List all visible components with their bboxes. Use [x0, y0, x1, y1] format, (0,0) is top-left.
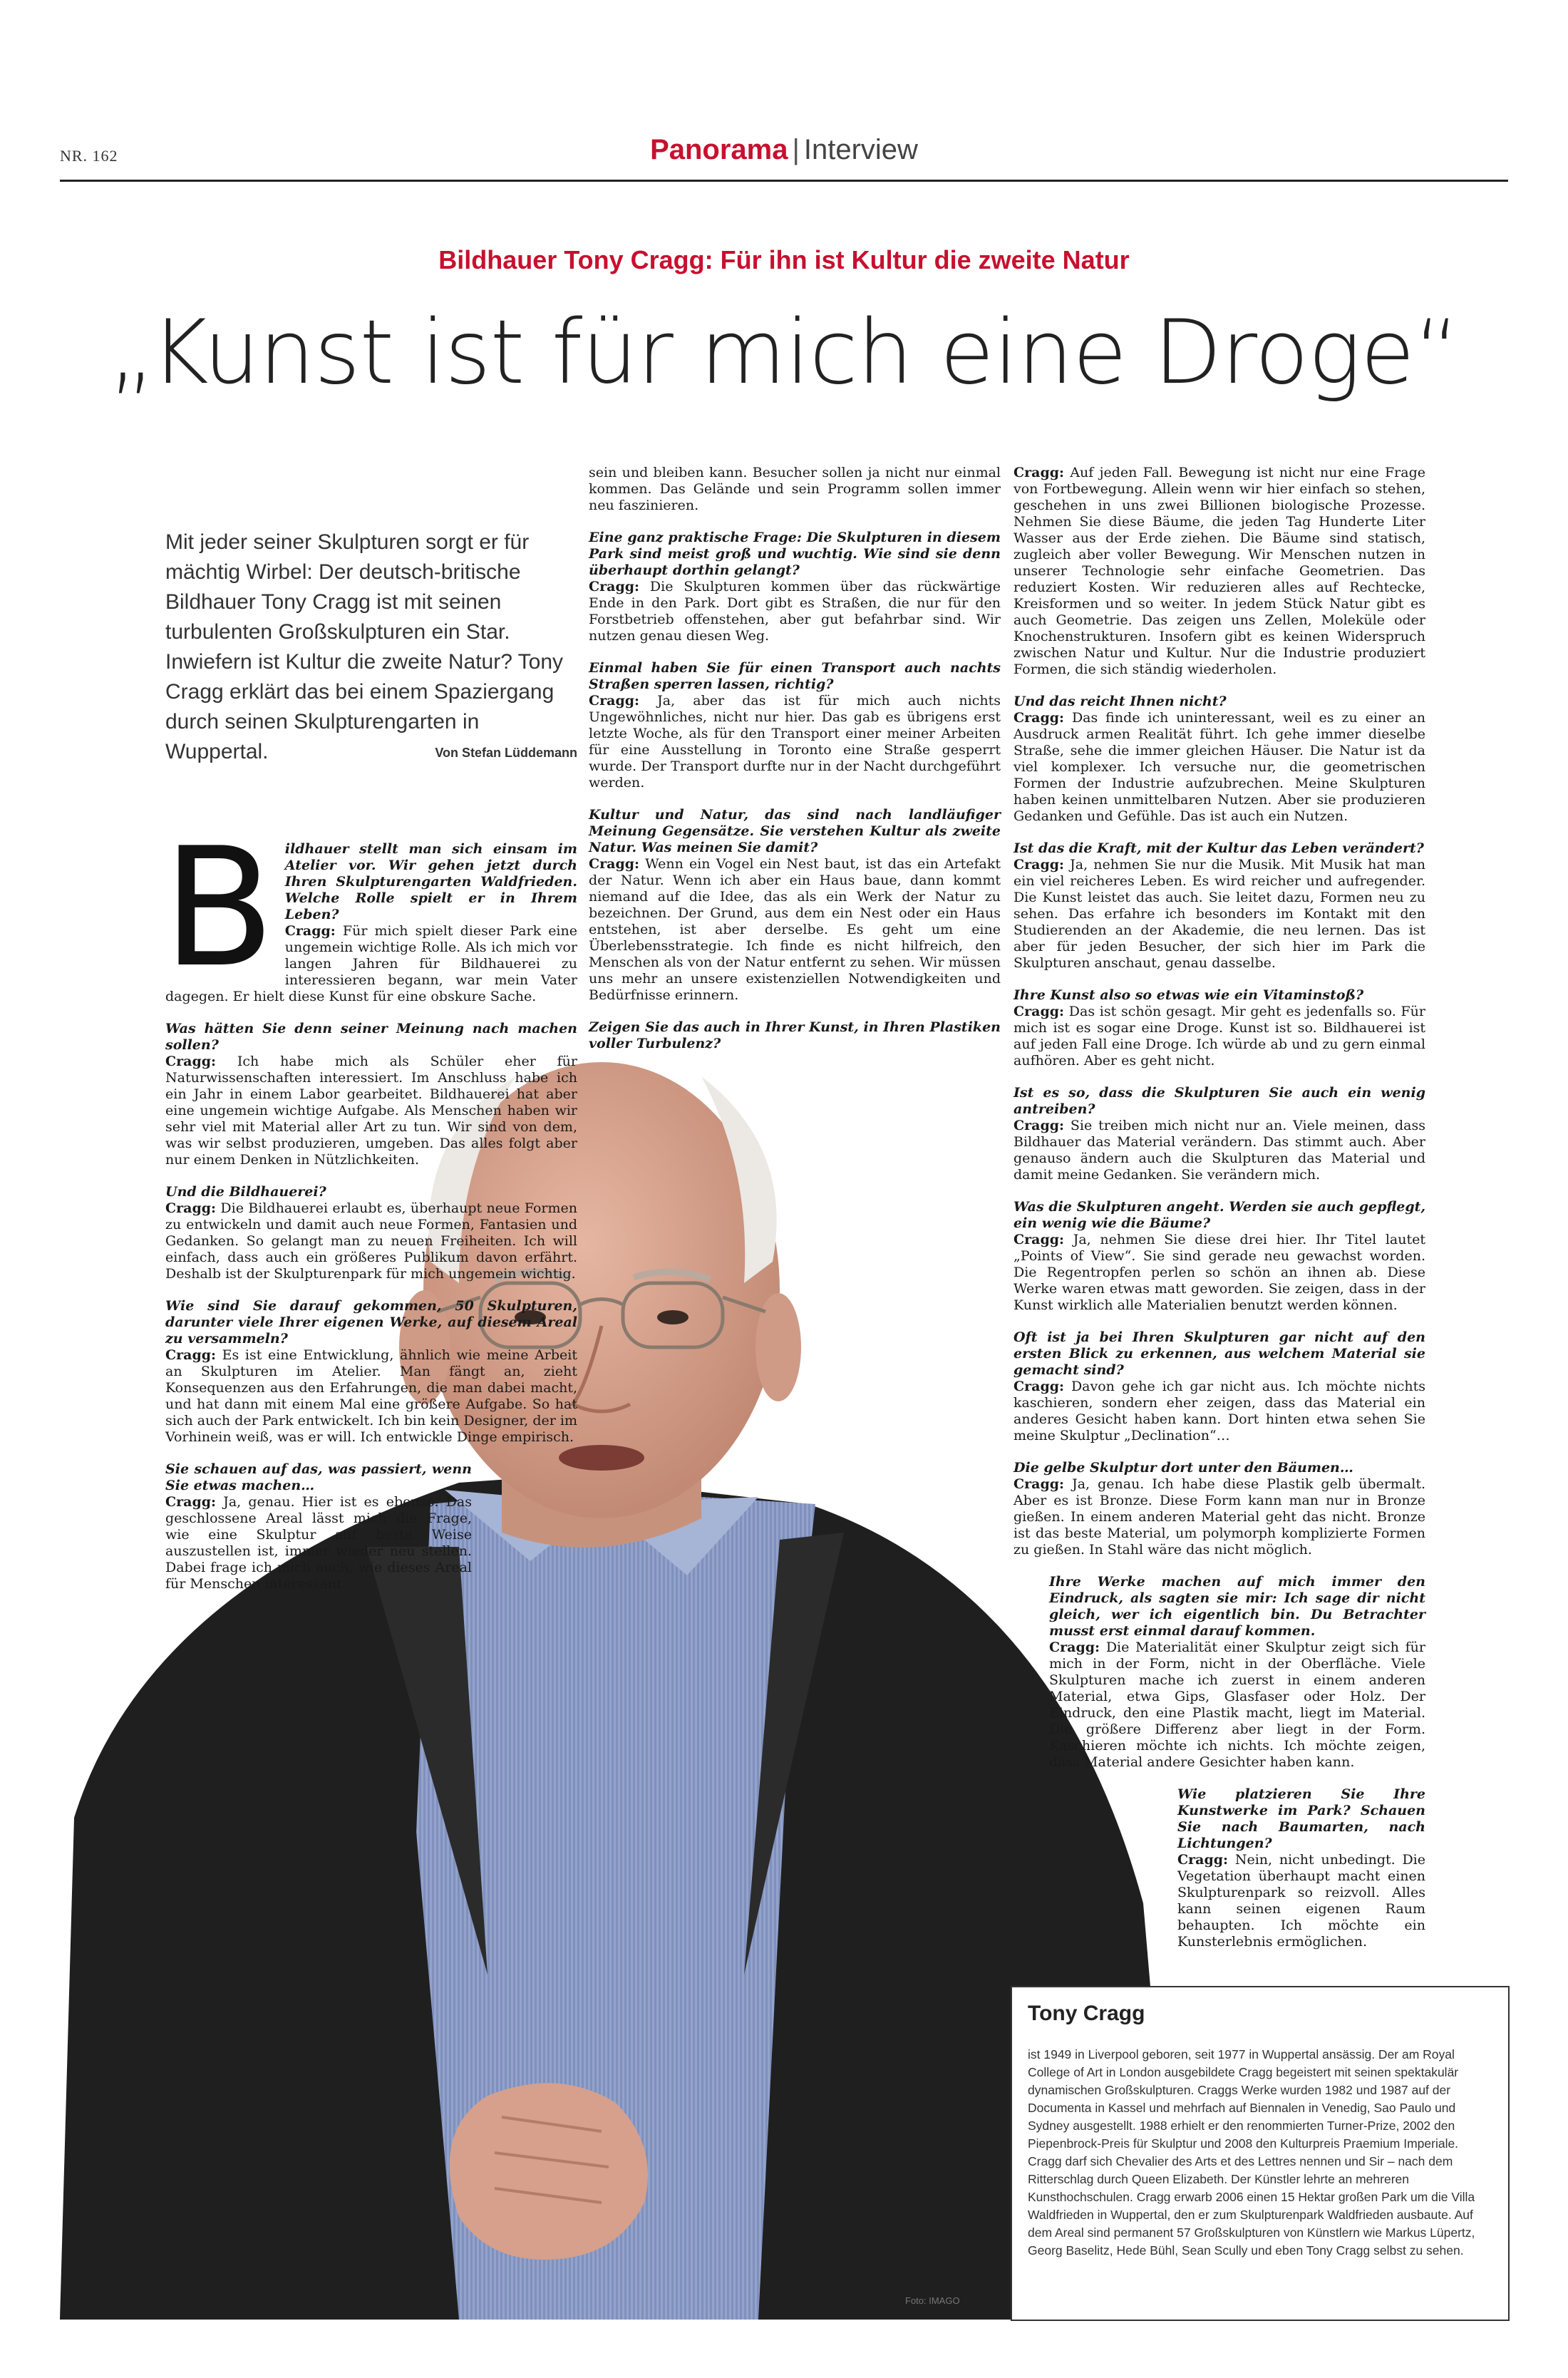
dropcap: B — [163, 813, 275, 1004]
qa-block — [1013, 1329, 1425, 1444]
article-byline: Von Stefan Lüddemann — [435, 746, 577, 760]
answer: Auf jeden Fall. Bewegung ist nicht nur eine Frage von Fortbewegung. Allein wenn wir hier einfach so stehen, geschehen in uns zwei Billionen biologische Prozesse. Nehmen Sie diese Bäume, die jeden Tag Hunderte Liter Wasser aus der Erde ziehen. Die Bäume sind statisch, zugleich aber voller Bewegung. Wir Menschen nutzen in unserer Technologie sehr einfache Geometrien. Das reduziert Kosten. Wir reduzieren alles auf Rechtecke, Kreisformen und so weiter. In jedem Stück Natur gibt es auch Geometrie. Das zeigen uns Zellen, Moleküle oder Knochenstrukturen. Insofern gibt es keinen Widerspruch zwischen Natur und Kultur. Nur die Industrie produziert Formen, die sich ständig wiederholen. — [1013, 465, 1425, 677]
header-rule — [60, 180, 1508, 182]
question: Wie sind Sie darauf gekommen, 50 Skulpturen, darunter viele Ihrer eigenen Werke, auf diesem Areal zu versammeln? — [165, 1298, 577, 1347]
qa-block — [1013, 987, 1425, 1069]
answer: Ich habe mich als Schüler eher für Naturwissenschaften interessiert. Im Anschluss habe ich ein Jahr in einem Labor gearbeitet. Bildhauerei hat aber eine ungemein wichtige Aufgabe. Als Menschen haben wir sehr viel mit Material aller Art zu tun. Wir sind von dem, was wir selbst produzieren, umgeben. Das alles folgt aber nur einem Denken in Nützlichkeiten. — [165, 1054, 577, 1168]
speaker: Cragg: — [284, 923, 336, 939]
speaker: Cragg: — [1013, 857, 1065, 873]
question: Und das reicht Ihnen nicht? — [1013, 694, 1227, 709]
bio-title: Tony Cragg — [1028, 2002, 1145, 2025]
question: Ihre Werke machen auf mich immer den Eindruck, als sagten sie mir: Ich sage dir nicht gleich, wer ich eigentlich bin. Du Betrachter musst erst einmal darauf kommen. — [1049, 1574, 1425, 1639]
answer: Nein, nicht unbedingt. Die Vegetation überhaupt macht einen Skulpturenpark so reizvoll. Alles kann seinen eigenen Raum behaupten. Ich möchte ein Kunsterlebnis ermöglichen. — [1177, 1852, 1425, 1950]
article-headline: „Kunst ist für mich eine Droge“ — [108, 302, 1460, 404]
article-column-2 — [589, 465, 1001, 1068]
question: Ihre Kunst also so etwas wie ein Vitaminstoß? — [1013, 987, 1364, 1003]
answer: Sie treiben mich nicht nur an. Viele meinen, dass Bildhauer das Material verändern. Das stimmt auch. Aber genauso ändern auch die Skulpturen das Material und damit meine Gedanken. Sie verändern mich. — [1013, 1118, 1425, 1183]
question: Wie platzieren Sie Ihre Kunstwerke im Park? Schauen Sie nach Baumarten, nach Lichtungen? — [1177, 1786, 1425, 1851]
answer: Ja, genau. Hier ist es ebenso. Das geschlossene Areal lässt mich die Frage, wie eine Skulptur auf beste Weise auszustellen ist, immer wieder neu stellen. Dabei frage ich mich auch, wie dieses Areal für Menschen interessant — [165, 1494, 472, 1592]
speaker: Cragg: — [1177, 1852, 1229, 1868]
answer: Davon gehe ich gar nicht aus. Ich möchte nichts kaschieren, sondern eher zeigen, dass das Material ein anderes Gesicht haben kann. Dort hinten etwa sehen Sie meine Skulptur „Declination“… — [1013, 1379, 1425, 1443]
answer: Ja, genau. Ich habe diese Plastik gelb übermalt. Aber es ist Bronze. Diese Form kann man nur in Bronze gießen. In einem anderen Material geht das nicht. Bronze ist das beste Material, um polymorph komplizierte Formen zu gießen. In Stahl wäre das nicht möglich. — [1013, 1476, 1425, 1558]
qa-block — [1177, 1786, 1425, 1950]
speaker: Cragg: — [1013, 1004, 1065, 1019]
qa-block — [589, 530, 1001, 644]
question: Was hätten Sie denn seiner Meinung nach machen sollen? — [165, 1021, 577, 1053]
answer: sein und bleiben kann. Besucher sollen ja nicht nur einmal kommen. Das Gelände und sein Programm sollen immer neu faszinieren. — [589, 465, 1001, 513]
question: Ist das die Kraft, mit der Kultur das Leben verändert? — [1013, 840, 1424, 856]
question: Und die Bildhauerei? — [165, 1184, 326, 1200]
answer: Wenn ein Vogel ein Nest baut, ist das ein Artefakt der Natur. Wenn ich aber ein Haus baue, dann kommt niemand auf die Idee, das als ein Werk der Natur zu bezeichnen. Der Grund, aus dem ein Nest oder ein Haus entstehen, ist aber derselbe. Es geht um eine Überlebensstrategie. Ich finde es nicht hilfreich, den Menschen als von der Natur entfernt zu sehen. Wir müssen uns mehr an unsere existenziellen Notwendigkeiten und Bedürfnisse erinnern. — [589, 856, 1001, 1003]
question: Was die Skulpturen angeht. Werden sie auch gepflegt, ein wenig wie die Bäume? — [1013, 1199, 1425, 1231]
question: Oft ist ja bei Ihren Skulpturen gar nicht auf den ersten Blick zu erkennen, aus welchem Material sie gemacht sind? — [1013, 1329, 1425, 1378]
hand — [450, 2083, 648, 2260]
speaker: Cragg: — [165, 1200, 217, 1216]
question: ildhauer stellt man sich einsam im Atelier vor. Wir gehen jetzt durch Ihren Skulpturengarten Waldfrieden. Welche Rolle spielt er in Ihrem Leben? — [284, 841, 577, 922]
page-number: NR. 162 — [60, 147, 118, 165]
section-rubric — [0, 133, 1568, 167]
qa-block — [165, 1461, 472, 1592]
article-teaser: Mit jeder seiner Skulpturen sorgt er für mächtig Wirbel: Der deutsch-britische Bildhauer Tony Cragg ist mit seinen turbulenten Großskulpturen ein Star. Inwiefern ist Kultur die zweite Natur? Tony Cragg erklärt das bei einem Spaziergang durch seinen Skulpturengarten in Wuppertal. — [165, 530, 564, 763]
qa-block — [1049, 1574, 1425, 1771]
answer: Die Skulpturen kommen über das rückwärtige Ende in den Park. Dort gibt es Straßen, die nur für den Forstbetrieb offenstehen, aber gut befahrbar sind. Wir nutzen genau diesen Weg. — [589, 579, 1001, 644]
answer: Das finde ich uninteressant, weil es zu einer an Ausdruck armen Realität führt. Ich gehe immer dieselbe Straße, sehe die immer gleichen Häuser. Die Natur ist da viel komplexer. Ich versuche nur, die geometrischen Formen der Industrie aufzubrechen. Meine Skulpturen haben keinen unmittelbaren Nutzen. Aber sie produzieren Gedanken und Gefühle. Das ist auch ein Nutzen. — [1013, 710, 1425, 824]
qa-block — [1013, 1460, 1425, 1558]
qa-block — [1013, 1199, 1425, 1314]
qa-block — [165, 1298, 577, 1446]
question: Die gelbe Skulptur dort unter den Bäumen… — [1013, 1460, 1353, 1476]
qa-block — [165, 1184, 577, 1282]
speaker: Cragg: — [1013, 1118, 1065, 1133]
article-column-1 — [163, 813, 577, 1608]
speaker: Cragg: — [1013, 710, 1065, 726]
answer: Das ist schön gesagt. Mir geht es jedenfalls so. Für mich ist es sogar eine Droge. Kunst ist so. Bildhauerei ist auf jeden Fall eine Droge. Ich würde ab und zu gern einmal aufhören. Aber es geht nicht. — [1013, 1004, 1425, 1069]
question: Zeigen Sie das auch in Ihrer Kunst, in Ihren Plastiken voller Turbulenz? — [589, 1019, 1001, 1051]
article-column-3 — [1013, 465, 1425, 1966]
qa-block — [589, 465, 1001, 514]
bio-text: ist 1949 in Liverpool geboren, seit 1977 in Wuppertal ansässig. Der am Royal College of Art in London ausgebildete Cragg begeistert mit seinen spektakulär dynamischen Großskulpturen. Craggs Werke wurden 1982 und 1987 auf der Documenta in Kassel und mehrfach auf Biennalen in Venedig, Sao Paulo und Sydney ausgestellt. 1988 erhielt er den renommierten Turner-Prize, 2002 den Piepenbrock-Preis für Skulptur und 2008 den Kulturpreis Praemium Imperiale. Cragg darf sich Chevalier des Arts et des Lettres nennen und Sir – nach dem Ritterschlag durch Queen Elizabeth. Der Künstler lehrte an mehreren Kunsthochschulen. Cragg erwarb 2006 einen 15 Hektar großen Park um die Villa Waldfrieden in Wuppertal, den er zum Skulpturenpark Waldfrieden ausbaute. Auf dem Areal sind permanent 57 Großskulpturen von Künstlern wie Markus Lüpertz, Georg Baselitz, Hede Bühl, Sean Scully und eben Tony Cragg selbst zu sehen. — [1028, 2047, 1475, 2258]
speaker: Cragg: — [165, 1347, 217, 1363]
qa-block — [589, 807, 1001, 1004]
answer: Die Materialität einer Skulptur zeigt sich für mich in der Form, nicht in der Oberfläche. Viele Skulpturen mache ich zuerst in einem anderen Material, etwa Gips, Glasfaser oder Holz. Der Eindruck, den eine Plastik macht, liegt im Material. Die größere Differenz aber liegt in der Form. Kaschieren möchte ich nichts. Ich möchte zeigen, dass Material andere Gesichter haben kann. — [1049, 1640, 1425, 1770]
speaker: Cragg: — [589, 579, 640, 594]
speaker: Cragg: — [589, 693, 640, 709]
answer: Ja, nehmen Sie nur die Musik. Mit Musik hat man ein viel reicheres Leben. Es wird reicher und aufregender. Die Kunst leistet das auch. Sie leitet dazu, Formen neu zu sehen. Das erfahre ich besonders im Kontakt mit den Studierenden an der Akademie, die neu lernen. Das ist aber für jeden Besucher, der sich hier im Park die Skulpturen anschaut, genau dasselbe. — [1013, 857, 1425, 971]
subsection-name: Interview — [803, 134, 918, 165]
bio-box — [1011, 1986, 1510, 2321]
answer: Für mich spielt dieser Park eine ungemein wichtige Rolle. Als ich mich vor langen Jahren für Bildhauerei zu interessieren begann, war mein Vater dagegen. Er hielt diese Kunst für eine obskure Sache. — [165, 923, 577, 1004]
qa-block — [165, 1021, 577, 1168]
qa-block — [1013, 840, 1425, 972]
speaker: Cragg: — [1013, 465, 1065, 480]
answer: Ja, aber das ist für mich auch nichts Ungewöhnliches, nicht nur hier. Das gab es übrigens erst letzte Woche, als für den Transport einer meiner Arbeiten für eine Ausstellung in Toronto eine Straße gesperrt wurde. Der Transport durfte nur in der Nacht durchgeführt werden. — [589, 693, 1001, 791]
question: Sie schauen auf das, was passiert, wenn Sie etwas machen… — [165, 1461, 472, 1493]
speaker: Cragg: — [1013, 1379, 1065, 1394]
qa-block — [589, 1019, 1001, 1052]
photo-credit: Foto: IMAGO — [905, 2295, 960, 2306]
answer: Es ist eine Entwicklung, ähnlich wie meine Arbeit an Skulpturen im Atelier. Man fängt an, zieht Konsequenzen aus den Erfahrungen, die man dabei macht, und hat dann mit einem Mal eine größere Aufgabe. So hat sich auch der Park entwickelt. Ich bin kein Designer, der im Vorhinein weiß, was er will. Ich entwickle Dinge empirisch. — [165, 1347, 577, 1445]
qa-block — [1013, 694, 1425, 825]
answer: Die Bildhauerei erlaubt es, überhaupt neue Formen zu entwickeln und damit auch neue Formen, Fantasien und Gedanken. So gelangt man zu neuen Freiheiten. Ich will einfach, dass auch ein größeres Publikum davon erfährt. Deshalb ist der Skulpturenpark für mich ungemein wichtig. — [165, 1200, 577, 1282]
rubric-separator: | — [792, 134, 800, 165]
article-kicker: Bildhauer Tony Cragg: Für ihn ist Kultur die zweite Natur — [438, 245, 1130, 274]
answer: Ja, nehmen Sie diese drei hier. Ihr Titel lautet „Points of View“. Sie sind gerade neu gewachst worden. Die Regentropfen perlen so schön an ihnen ab. Diese Werke waren etwas matt geworden. Sie zeigen, dass in der Kunst wirklich alle Materialien benutzt werden können. — [1013, 1232, 1425, 1313]
question: Ist es so, dass die Skulpturen Sie auch ein wenig antreiben? — [1013, 1085, 1425, 1117]
qa-block — [1013, 1085, 1425, 1183]
speaker: Cragg: — [165, 1054, 217, 1069]
speaker: Cragg: — [165, 1494, 217, 1510]
speaker: Cragg: — [1013, 1232, 1065, 1247]
qa-block — [589, 660, 1001, 791]
speaker: Cragg: — [1013, 1476, 1065, 1492]
qa-block — [1013, 465, 1425, 678]
question: Kultur und Natur, das sind nach landläufiger Meinung Gegensätze. Sie verstehen Kultur als zweite Natur. Was meinen Sie damit? — [589, 807, 1001, 855]
speaker: Cragg: — [1049, 1640, 1100, 1655]
section-name: Panorama — [650, 134, 788, 165]
speaker: Cragg: — [589, 856, 640, 872]
question: Eine ganz praktische Frage: Die Skulpturen in diesem Park sind meist groß und wuchtig. Wie sind sie denn überhaupt dorthin gelangt? — [589, 530, 1001, 578]
question: Einmal haben Sie für einen Transport auch nachts Straßen sperren lassen, richtig? — [589, 660, 1001, 692]
